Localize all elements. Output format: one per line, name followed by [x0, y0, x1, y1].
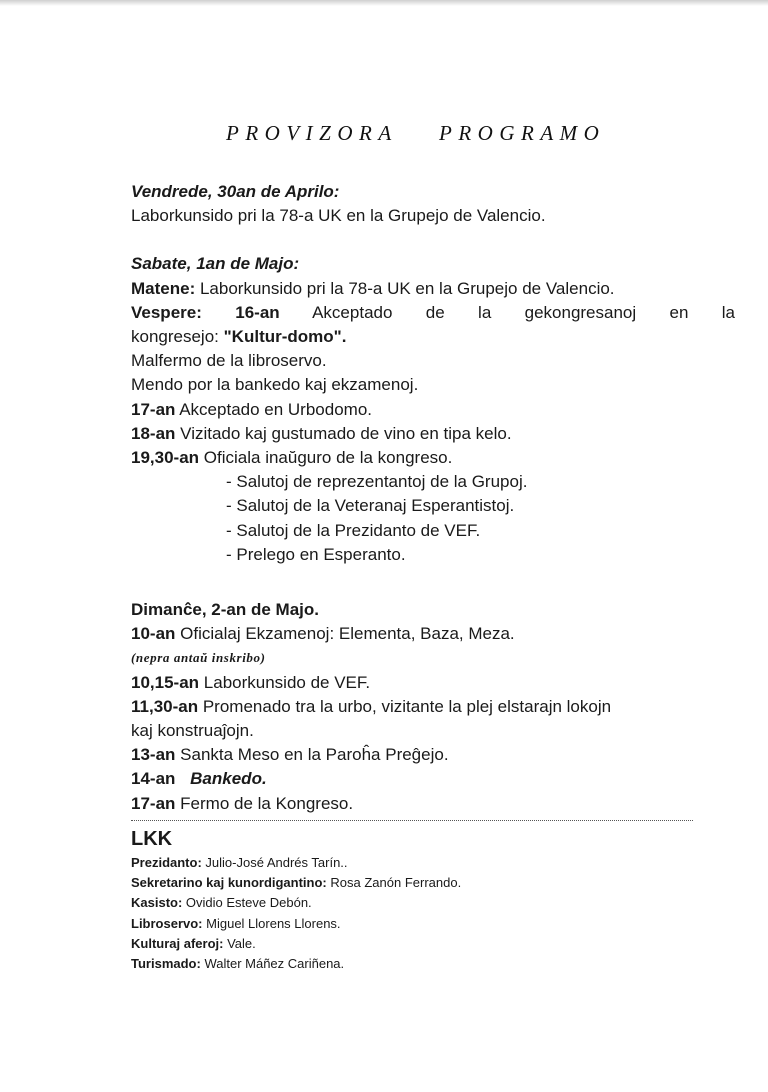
- friday-line: Laborkunsido pri la 78-a UK en la Grupejo de Valencio.: [131, 206, 546, 226]
- saturday-evening: [131, 301, 735, 325]
- saturday-morning: [131, 277, 735, 301]
- evening-time: 16-an: [235, 302, 280, 322]
- lkk-list: [131, 853, 735, 975]
- time-label: 10-an: [131, 624, 176, 644]
- lkk-role: Libroservo:: [131, 915, 203, 931]
- saturday-evening-cont: [131, 325, 735, 349]
- sunday-1130-cont: kaj konstruaĵojn.: [131, 721, 254, 741]
- lkk-member: [131, 954, 735, 974]
- time-label: 17-an: [131, 793, 176, 813]
- lkk-name: Walter Máñez Cariñena.: [204, 956, 345, 972]
- saturday-1930: [131, 446, 735, 470]
- morning-text: Laborkunsido pri la 78-a UK en la Grupejo de Valencio.: [199, 278, 615, 298]
- sunday-17: [131, 792, 735, 816]
- event-text: Oficiala inaŭguro de la kongreso.: [203, 448, 453, 468]
- lkk-role: Kasisto:: [131, 895, 183, 911]
- evening-text: Akceptado de la gekongresanoj en la: [312, 302, 735, 322]
- sub-item: - Prelego en Esperanto.: [226, 544, 406, 564]
- event-text: Akceptado en Urbodomo.: [179, 399, 373, 419]
- saturday-17: [131, 398, 735, 422]
- program-content: [131, 180, 735, 975]
- lkk-member: [131, 853, 735, 873]
- friday-heading: Vendrede, 30an de Aprilo:: [131, 182, 340, 201]
- saturday-heading: Sabate, 1an de Majo:: [131, 254, 300, 274]
- sunday-heading: Dimanĉe, 2-an de Majo.: [131, 600, 319, 620]
- lkk-role: Prezidanto:: [131, 854, 202, 870]
- time-label: 10,15-an: [131, 672, 200, 692]
- lkk-member: [131, 873, 735, 893]
- lkk-name: Miguel Llorens Llorens.: [206, 915, 341, 931]
- dotted-divider: [131, 820, 693, 821]
- lkk-name: Ovidio Esteve Debón.: [185, 895, 312, 911]
- lkk-name: Rosa Zanón Ferrando.: [330, 875, 462, 891]
- evening-place: "Kultur-domo".: [223, 327, 347, 347]
- time-label: 14-an: [131, 769, 176, 789]
- lkk-name: Vale.: [227, 936, 256, 952]
- time-label: 18-an: [131, 423, 176, 443]
- evening-label: Vespere:: [131, 302, 202, 322]
- sub-item: - Salutoj de la Prezidanto de VEF.: [226, 520, 481, 540]
- sunday-10: [131, 622, 735, 646]
- sunday-13: [131, 743, 735, 767]
- evening-cont: kongresejo:: [131, 327, 219, 347]
- event-text: Promenado tra la urbo, vizitante la plej elstarajn lokojn: [202, 696, 612, 716]
- lkk-role: Turismado:: [131, 956, 201, 972]
- scan-edge: [0, 0, 768, 6]
- page-title: PROVIZORA PROGRAMO: [226, 121, 606, 145]
- lkk-member: [131, 934, 735, 954]
- sunday-14: [131, 767, 735, 791]
- event-text: Vizitado kaj gustumado de vino en tipa kelo.: [180, 423, 512, 443]
- sub-item: - Salutoj de la Veteranaj Esperantistoj.: [226, 496, 515, 516]
- lkk-member: [131, 893, 735, 913]
- book-service-line: Malfermo de la libroservo.: [131, 351, 327, 371]
- lkk-role: Kulturaj aferoj:: [131, 936, 224, 952]
- time-label: 19,30-an: [131, 448, 200, 468]
- event-text: Bankedo.: [190, 769, 267, 789]
- event-text: Sankta Meso en la Paroĥa Preĝejo.: [180, 745, 449, 765]
- morning-label: Matene:: [131, 278, 196, 298]
- lkk-name: Julio-José Andrés Tarín..: [205, 854, 348, 870]
- time-label: 17-an: [131, 399, 176, 419]
- event-text: Oficialaj Ekzamenoj: Elementa, Baza, Meza.: [180, 624, 515, 644]
- lkk-member: [131, 914, 735, 934]
- lkk-title: LKK: [131, 827, 173, 850]
- sunday-1130: [131, 695, 735, 719]
- time-label: 11,30-an: [131, 696, 199, 716]
- sunday-1015: [131, 671, 735, 695]
- saturday-18: [131, 422, 735, 446]
- event-text: Fermo de la Kongreso.: [180, 793, 354, 813]
- lkk-role: Sekretarino kaj kunordigantino:: [131, 875, 327, 891]
- time-label: 13-an: [131, 745, 176, 765]
- sunday-10-note: (nepra antaŭ inskribo): [131, 650, 266, 666]
- event-text: Laborkunsido de VEF.: [203, 672, 371, 692]
- sub-item: - Salutoj de reprezentantoj de la Grupoj.: [226, 472, 528, 492]
- order-line: Mendo por la bankedo kaj ekzamenoj.: [131, 375, 419, 395]
